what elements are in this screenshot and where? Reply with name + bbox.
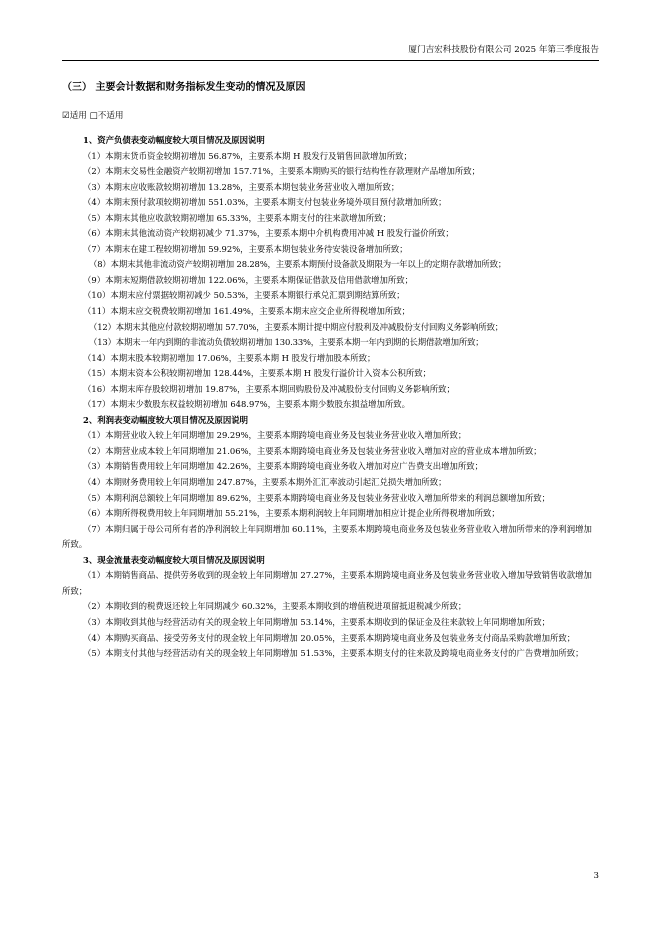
list-item: （5）本期末其他应收款较期初增加 65.33%，主要系本期支付的往来款增加所致； [83,212,391,223]
list-item: （8）本期末其他非流动资产较期初增加 28.28%，主要系本期预付设备款及期限为一年以上的定期存款增加所致； [89,259,507,270]
income-statement-heading: 2、利润表变动幅度较大项目情况及原因说明 [83,414,248,425]
list-item: （3）本期末应收账款较期初增加 13.28%，主要系本期包装业务营业收入增加所致； [83,181,400,192]
list-item: （17）本期末少数股东权益较期初增加 648.97%，主要系本期少数股东损益增加所致。 [83,399,410,410]
list-item: （9）本期末短期借款较期初增加 122.06%，主要系本期保证借款及信用借款增加所致； [83,274,414,285]
list-item: （2）本期营业成本较上年同期增加 21.06%，主要系本期跨境电商业务及包装业务营业收入增加对应的营业成本增加所致； [83,445,542,456]
list-item: （12）本期末其他应付款较期初增加 57.70%，主要系本期计提中期应付股利及冲减股份支付回购义务影响所致； [89,321,504,332]
list-item: （4）本期财务费用较上年同期增加 247.87%，主要系本期外汇汇率波动引起汇兑损失增加所致； [83,477,447,488]
list-item: （6）本期所得税费用较上年同期增加 55.21%，主要系本期利润较上年同期增加相应计提企业所得税增加所致； [83,508,500,519]
list-item: （13）本期末一年内到期的非流动负债较期初增加 130.33%，主要系本期一年内到期的长期借款增加所致； [89,337,484,348]
list-item: （7）本期末在建工程较期初增加 59.92%，主要系本期包装业务待安装设备增加所致； [83,243,408,254]
report-header: 厦门吉宏科技股份有限公司 2025 年第三季度报告 [408,45,599,55]
list-item: （10）本期末应付票据较期初减少 50.53%，主要系本期银行承兑汇票到期结算所致； [83,290,405,301]
list-item: （5）本期支付其他与经营活动有关的现金较上年同期增加 51.53%，主要系本期支付的往来款及跨境电商业务支付的广告费增加所致； [83,648,584,659]
list-item: （4）本期末预付款项较期初增加 551.03%，主要系本期支付包装业务境外项目预付款增加所致； [83,197,447,208]
section-title: （三） 主要会计数据和财务指标发生变动的情况及原因 [62,82,306,93]
list-item: （3）本期销售费用较上年同期增加 42.26%，主要系本期跨境电商业务收入增加对应广告费支出增加所致； [83,461,484,472]
header-divider [62,60,599,61]
list-item: （15）本期末资本公积较期初增加 128.44%，主要系本期 H 股发行溢价计入资本公积所致； [83,368,431,379]
document-body [62,133,599,662]
list-item: （2）本期末交易性金融资产较期初增加 157.71%，主要系本期购买的银行结构性存款理财产品增加所致； [83,166,480,177]
list-item: （1）本期营业收入较上年同期增加 29.29%，主要系本期跨境电商业务及包装业务营业收入增加所致； [83,430,467,441]
list-item: （5）本期利润总额较上年同期增加 89.62%，主要系本期跨境电商业务及包装业务营业收入增加所带来的利润总额增加所致； [83,492,551,503]
list-item: （16）本期末库存股较期初增加 19.87%，主要系本期回购股份及冲减股份支付回购义务影响所致； [83,383,455,394]
list-item: （14）本期末股本较期初增加 17.06%，主要系本期 H 股发行增加股本所致； [83,352,376,363]
cash-flow-heading: 3、现金流量表变动幅度较大项目情况及原因说明 [83,554,265,565]
balance-sheet-heading: 1、资产负债表变动幅度较大项目情况及原因说明 [83,135,265,145]
list-item: （1）本期销售商品、提供劳务收到的现金较上年同期增加 27.27%，主要系本期跨境电商业务及包装业务营业收入增加导致销售收款增加所致； [62,570,592,596]
list-item: （6）本期末其他流动资产较期初减少 71.37%，主要系本期中介机构费用冲减 H 股发行溢价所致； [83,228,454,239]
list-item: （7）本期归属于母公司所有者的净利润较上年同期增加 60.11%，主要系本期跨境电商业务及包装业务营业收入增加所带来的净利润增加所致。 [62,523,592,550]
list-item: （1）本期末货币资金较期初增加 56.87%，主要系本期 H 股发行及销售回款增加所致； [83,150,412,161]
list-item: （3）本期收到其他与经营活动有关的现金较上年同期增加 53.14%，主要系本期收到的保证金及往来款较上年同期增加所致； [83,616,551,627]
applicable-checkbox-line: ☑适用 □不适用 [62,111,124,121]
list-item: （11）本期末应交税费较期初增加 161.49%，主要系本期末应交企业所得税增加所致； [83,306,410,317]
list-item: （4）本期购买商品、接受劳务支付的现金较上年同期增加 20.05%，主要系本期跨境电商业务及包装业务支付商品采购款增加所致； [83,632,576,643]
page-number: 3 [593,871,599,881]
list-item: （2）本期收到的税费返还较上年同期减少 60.32%，主要系本期收到的增值税进项留抵退税减少所致； [83,601,467,612]
